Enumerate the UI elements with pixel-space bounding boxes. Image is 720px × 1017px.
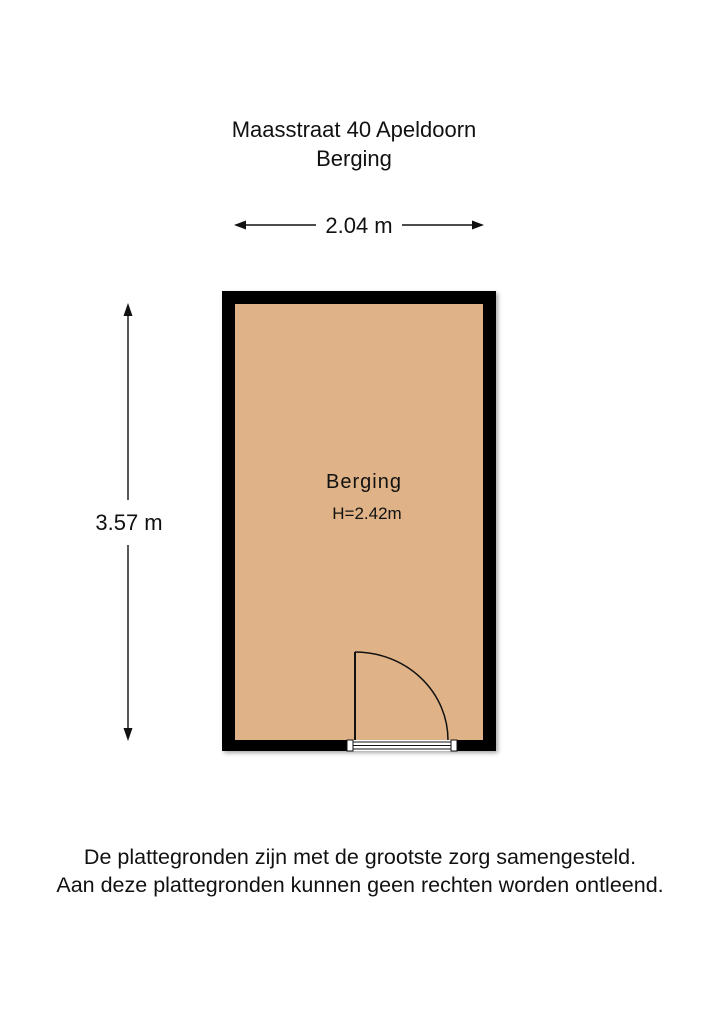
width-dimension [234,213,484,238]
depth-arrow-up-icon [124,303,133,316]
depth-dimension [95,303,162,741]
floor-name-title: Berging [316,146,392,171]
width-arrow-left-icon [234,221,246,230]
depth-arrow-down-icon [124,728,133,741]
address-title: Maasstraat 40 Apeldoorn [231,117,477,142]
room-name-label: Berging [326,471,402,493]
disclaimer-line-1: De plattegronden zijn met de grootste zorg samengesteld. [83,845,637,869]
depth-dimension-label: 3.57 m [95,510,163,535]
width-arrow-right-icon [472,221,484,230]
door-jamb-right [451,740,457,751]
disclaimer-line-2: Aan deze plattegronden kunnen geen rechten worden ontleend. [56,873,664,897]
door-jamb-left [347,740,353,751]
width-dimension-label: 2.04 m [325,213,393,238]
room-height-label: H=2.42m [332,504,402,523]
